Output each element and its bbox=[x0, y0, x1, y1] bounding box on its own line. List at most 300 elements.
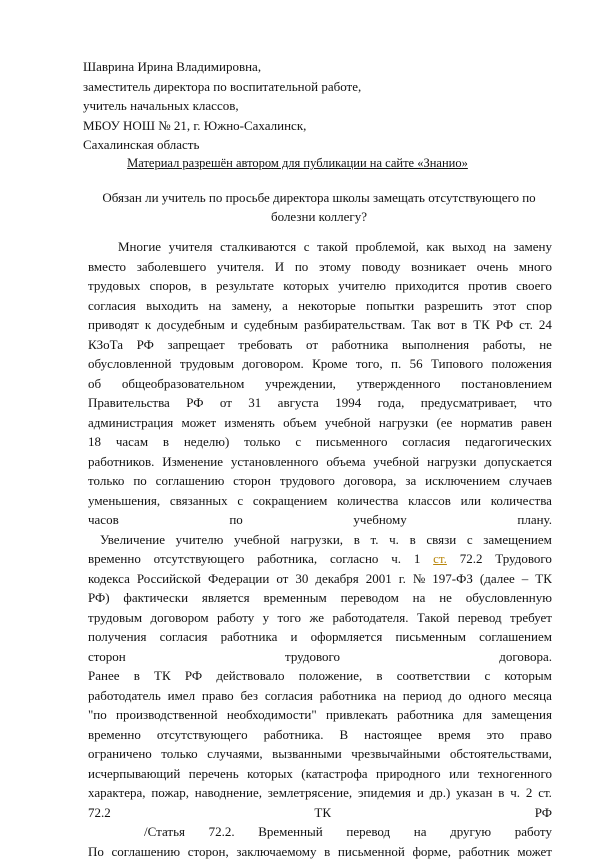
word: сторон bbox=[88, 647, 126, 667]
word: техногенного bbox=[478, 764, 552, 784]
word: эпидемия bbox=[358, 783, 411, 803]
word: в bbox=[354, 530, 360, 550]
word: Федерации bbox=[208, 569, 269, 589]
word: такой bbox=[317, 237, 348, 257]
body-line bbox=[88, 354, 552, 374]
word: РФ) bbox=[88, 588, 110, 608]
body-line bbox=[88, 627, 552, 647]
word: временно bbox=[88, 725, 141, 745]
word: а bbox=[282, 296, 288, 316]
word: и bbox=[290, 627, 297, 647]
body-line bbox=[88, 822, 552, 842]
word: за bbox=[405, 471, 416, 491]
word: в bbox=[498, 783, 504, 803]
word: на bbox=[413, 588, 426, 608]
word: проблемой, bbox=[355, 237, 418, 257]
body-line bbox=[88, 744, 552, 764]
word: равен bbox=[521, 413, 552, 433]
word: запрещает bbox=[167, 335, 224, 355]
word: замену, bbox=[232, 296, 272, 316]
word: согласно bbox=[330, 549, 378, 569]
word: нагрузки, bbox=[290, 530, 343, 550]
word: РФ bbox=[496, 315, 513, 335]
body-line bbox=[88, 257, 552, 277]
word: выполнения bbox=[402, 335, 469, 355]
word: ст. bbox=[538, 783, 552, 803]
word: спор bbox=[526, 296, 552, 316]
word: одного bbox=[469, 686, 507, 706]
word: объема bbox=[326, 452, 365, 472]
body-line bbox=[88, 842, 552, 861]
word: характера, bbox=[88, 783, 145, 803]
word: не bbox=[539, 335, 552, 355]
author-region: Сахалинская область bbox=[83, 135, 361, 155]
word: учебной bbox=[325, 413, 371, 433]
body-line bbox=[88, 647, 552, 667]
word: в bbox=[410, 530, 416, 550]
word: др.) bbox=[430, 783, 451, 803]
word: против bbox=[468, 276, 507, 296]
word: и bbox=[231, 315, 238, 335]
word: объем bbox=[283, 413, 317, 433]
word: на bbox=[383, 686, 396, 706]
word: нагрузки bbox=[379, 413, 428, 433]
word: месяца bbox=[513, 686, 552, 706]
word: – bbox=[522, 569, 529, 589]
word: много bbox=[519, 257, 552, 277]
word: классов bbox=[408, 491, 451, 511]
word: заключаемому bbox=[236, 842, 316, 861]
word: требовать bbox=[238, 335, 292, 355]
word: с bbox=[237, 491, 243, 511]
body-line bbox=[88, 764, 552, 784]
body-line bbox=[88, 491, 552, 511]
word: учителю bbox=[338, 276, 386, 296]
word: с bbox=[484, 666, 490, 686]
word: разбирательствам. bbox=[304, 315, 405, 335]
word: нагрузки bbox=[427, 452, 476, 472]
article-body bbox=[88, 237, 552, 861]
word: 2 bbox=[526, 783, 533, 803]
word: работника bbox=[332, 335, 389, 355]
word: неделю) bbox=[184, 432, 229, 452]
word: 197-ФЗ bbox=[432, 569, 473, 589]
word: /Статья bbox=[144, 822, 185, 842]
word: временным bbox=[263, 588, 326, 608]
word: этому bbox=[319, 257, 351, 277]
word: заболевшего bbox=[137, 257, 207, 277]
word: фактически bbox=[123, 588, 188, 608]
word: только bbox=[161, 744, 197, 764]
word: имел bbox=[168, 686, 195, 706]
word: временно bbox=[88, 549, 141, 569]
word: декабря bbox=[315, 569, 358, 589]
word: договора, bbox=[344, 471, 397, 491]
word: трудовых bbox=[88, 276, 140, 296]
word: вот bbox=[437, 315, 455, 335]
word: связи bbox=[426, 530, 456, 550]
word: учреждении, bbox=[265, 374, 336, 394]
word: И bbox=[275, 257, 284, 277]
word: года, bbox=[378, 393, 405, 413]
word: отсутствующего bbox=[154, 549, 245, 569]
body-line bbox=[88, 530, 552, 550]
word: действовало bbox=[216, 666, 284, 686]
word: производственной bbox=[116, 705, 218, 725]
word: работника, bbox=[257, 549, 317, 569]
word: трудового bbox=[280, 471, 335, 491]
word: письменной bbox=[338, 842, 405, 861]
body-line bbox=[88, 549, 552, 569]
word: утвержденного bbox=[357, 374, 441, 394]
word: Увеличение bbox=[100, 530, 165, 550]
word: работника bbox=[320, 686, 377, 706]
article-link[interactable]: ст. bbox=[433, 549, 447, 569]
word: выход bbox=[452, 237, 486, 257]
word: того bbox=[278, 608, 302, 628]
word: согласия bbox=[88, 296, 136, 316]
word: судебным bbox=[244, 315, 298, 335]
body-line bbox=[88, 588, 552, 608]
body-line bbox=[88, 237, 552, 257]
word: настоящее bbox=[364, 725, 422, 745]
word: результате bbox=[216, 276, 274, 296]
word: случаями, bbox=[207, 744, 262, 764]
word: возникает bbox=[411, 257, 466, 277]
word: в bbox=[134, 666, 140, 686]
word: ч. bbox=[389, 530, 399, 550]
word: соглашению bbox=[156, 471, 225, 491]
word: соглашением bbox=[479, 627, 552, 647]
word: пожар, bbox=[151, 783, 189, 803]
body-line bbox=[88, 413, 552, 433]
word: период bbox=[403, 686, 442, 706]
word: в bbox=[376, 666, 382, 686]
word: установленного bbox=[231, 452, 318, 472]
word: это bbox=[487, 725, 505, 745]
word: к bbox=[145, 315, 151, 335]
word: только bbox=[88, 471, 124, 491]
word: 30 bbox=[295, 569, 308, 589]
word: по bbox=[133, 471, 146, 491]
word: которым bbox=[504, 666, 551, 686]
word: переводом bbox=[341, 588, 399, 608]
word: от bbox=[276, 569, 288, 589]
word: своего bbox=[516, 276, 552, 296]
body-line bbox=[88, 393, 552, 413]
author-school: МБОУ НОШ № 21, г. Южно-Сахалинск, bbox=[83, 116, 361, 136]
word: согласия bbox=[160, 627, 208, 647]
word: обстоятельствами, bbox=[450, 744, 552, 764]
word: или bbox=[449, 764, 469, 784]
word: на bbox=[493, 237, 506, 257]
word: является bbox=[202, 588, 250, 608]
word: замену bbox=[514, 237, 552, 257]
word: учителю bbox=[176, 530, 224, 550]
word: договором bbox=[150, 608, 208, 628]
word: № bbox=[413, 569, 425, 589]
word: РФ bbox=[186, 393, 203, 413]
word: перечень bbox=[189, 764, 239, 784]
word: ст. bbox=[519, 315, 533, 335]
article-title bbox=[80, 188, 558, 226]
word: ч. bbox=[391, 549, 401, 569]
word: разрешить bbox=[424, 296, 482, 316]
word: Так bbox=[411, 315, 431, 335]
word: ТК bbox=[473, 315, 490, 335]
word: же bbox=[309, 608, 324, 628]
word: Российской bbox=[137, 569, 201, 589]
word: получения bbox=[88, 627, 146, 647]
word: этот bbox=[493, 296, 516, 316]
word: выходить bbox=[146, 296, 198, 316]
word: г. bbox=[399, 569, 406, 589]
word: сторон, bbox=[188, 842, 229, 861]
word: (ее bbox=[436, 413, 452, 433]
word: природного bbox=[376, 764, 441, 784]
word: Типового bbox=[431, 354, 483, 374]
word: чрезвычайными bbox=[351, 744, 440, 764]
article-title-line: болезни коллегу? bbox=[80, 207, 558, 226]
word: исключением bbox=[425, 471, 500, 491]
word: сторон bbox=[233, 471, 271, 491]
word: Кроме bbox=[312, 354, 347, 374]
word: очень bbox=[477, 257, 508, 277]
word: с bbox=[304, 237, 310, 257]
word: обусловленную bbox=[466, 588, 552, 608]
word: замещением bbox=[483, 530, 552, 550]
word: 72.2 bbox=[88, 803, 111, 823]
word: работник bbox=[459, 842, 510, 861]
word: работодателя. bbox=[332, 608, 408, 628]
word: в bbox=[324, 842, 330, 861]
word: указан bbox=[456, 783, 492, 803]
word: право bbox=[520, 725, 552, 745]
word: сокращением bbox=[253, 491, 328, 511]
word: что bbox=[533, 393, 552, 413]
word: 72.2 bbox=[460, 549, 483, 569]
word: По bbox=[88, 842, 104, 861]
word: может bbox=[182, 413, 217, 433]
word: работу bbox=[515, 822, 552, 842]
word: учителя. bbox=[217, 257, 264, 277]
word: до bbox=[449, 686, 462, 706]
word: предусматривает, bbox=[421, 393, 517, 413]
word: постановлением bbox=[461, 374, 552, 394]
word: согласия bbox=[265, 686, 313, 706]
word: часов bbox=[88, 510, 119, 530]
word: форме, bbox=[413, 842, 451, 861]
word: трудовым bbox=[180, 354, 234, 374]
word: согласия bbox=[402, 432, 450, 452]
word: некоторые bbox=[298, 296, 356, 316]
word: время bbox=[438, 725, 471, 745]
word: общеобразовательном bbox=[122, 374, 245, 394]
word: Изменение bbox=[162, 452, 223, 472]
word: в bbox=[461, 315, 467, 335]
word: на bbox=[414, 822, 427, 842]
word: работника bbox=[221, 627, 278, 647]
body-line bbox=[88, 510, 552, 530]
word: 72.2. bbox=[209, 822, 235, 842]
word: приходится bbox=[395, 276, 459, 296]
word: ТК bbox=[314, 803, 331, 823]
word: с bbox=[295, 432, 301, 452]
body-line bbox=[88, 608, 552, 628]
word: землетрясение, bbox=[268, 783, 352, 803]
word: право bbox=[202, 686, 234, 706]
author-position: заместитель директора по воспитательной работе, bbox=[83, 77, 361, 97]
word: количества bbox=[337, 491, 398, 511]
word: работников. bbox=[88, 452, 154, 472]
word: и bbox=[417, 783, 424, 803]
word: часам bbox=[116, 432, 148, 452]
word: августа bbox=[278, 393, 319, 413]
word: работника bbox=[397, 705, 454, 725]
body-line bbox=[88, 471, 552, 491]
word: или bbox=[461, 491, 481, 511]
word: 24 bbox=[539, 315, 552, 335]
word: привлекать bbox=[326, 705, 388, 725]
word: об bbox=[88, 374, 101, 394]
body-line bbox=[88, 315, 552, 335]
word: кодекса bbox=[88, 569, 130, 589]
word: учебному bbox=[353, 510, 406, 530]
word: с bbox=[467, 530, 473, 550]
word: "по bbox=[88, 705, 107, 725]
word: (катастрофа bbox=[301, 764, 367, 784]
word: в bbox=[163, 432, 169, 452]
word: попытки bbox=[366, 296, 414, 316]
word: требует bbox=[510, 608, 552, 628]
word: трудовым bbox=[88, 608, 142, 628]
word: необходимости" bbox=[227, 705, 317, 725]
word: педагогических bbox=[465, 432, 552, 452]
word: для bbox=[463, 705, 482, 725]
word: плану. bbox=[517, 510, 552, 530]
word: соответствии bbox=[397, 666, 470, 686]
word: учебной bbox=[234, 530, 280, 550]
word: положение, bbox=[299, 666, 362, 686]
word: исчерпывающий bbox=[88, 764, 180, 784]
word: договором. bbox=[242, 354, 303, 374]
word: п. bbox=[391, 354, 401, 374]
word: не bbox=[439, 588, 452, 608]
word: администрация bbox=[88, 413, 173, 433]
word: Трудового bbox=[495, 549, 552, 569]
author-block bbox=[83, 57, 361, 155]
word: сталкиваются bbox=[220, 237, 296, 257]
body-line bbox=[88, 452, 552, 472]
word: вызванными bbox=[272, 744, 342, 764]
word: 1 bbox=[414, 549, 421, 569]
body-line bbox=[88, 666, 552, 686]
word: допускается bbox=[484, 452, 552, 472]
word: 1994 bbox=[335, 393, 361, 413]
author-name: Шаврина Ирина Владимировна, bbox=[83, 57, 361, 77]
word: которых bbox=[247, 764, 293, 784]
article-title-line: Обязан ли учитель по просьбе директора школы замещать отсутствующего по bbox=[80, 188, 558, 207]
word: обусловленной bbox=[88, 354, 171, 374]
word: приводят bbox=[88, 315, 139, 335]
word: по bbox=[295, 257, 308, 277]
word: замещения bbox=[491, 705, 552, 725]
word: по bbox=[229, 510, 242, 530]
word: КЗоТа bbox=[88, 335, 123, 355]
word: 56 bbox=[410, 354, 423, 374]
word: без bbox=[241, 686, 259, 706]
word: случаев bbox=[509, 471, 552, 491]
word: изменять bbox=[224, 413, 274, 433]
word: количества bbox=[491, 491, 552, 511]
word: учителя bbox=[169, 237, 213, 257]
word: ТК bbox=[535, 569, 552, 589]
word: В bbox=[340, 725, 349, 745]
body-line bbox=[88, 725, 552, 745]
publication-permission: Материал разрешён автором для публикации на сайте «Знанио» bbox=[0, 156, 595, 171]
word: ограничено bbox=[88, 744, 152, 764]
body-line bbox=[88, 803, 552, 823]
body-line bbox=[88, 705, 552, 725]
body-line bbox=[88, 374, 552, 394]
word: работу bbox=[217, 608, 254, 628]
word: 18 bbox=[88, 432, 101, 452]
word: ч. bbox=[510, 783, 520, 803]
word: поводу bbox=[362, 257, 401, 277]
word: от bbox=[306, 335, 318, 355]
word: работника. bbox=[264, 725, 324, 745]
word: досудебным bbox=[157, 315, 225, 335]
word: только bbox=[244, 432, 280, 452]
body-line bbox=[88, 335, 552, 355]
word: перевод bbox=[458, 608, 502, 628]
word: норматив bbox=[461, 413, 513, 433]
word: учебной bbox=[373, 452, 419, 472]
word: связанных bbox=[170, 491, 228, 511]
word: работодатель bbox=[88, 686, 161, 706]
word: 31 bbox=[248, 393, 261, 413]
body-line bbox=[88, 276, 552, 296]
body-line bbox=[88, 432, 552, 452]
word: РФ bbox=[137, 335, 154, 355]
word: РФ bbox=[185, 666, 202, 686]
word: письменного bbox=[316, 432, 388, 452]
word: 2001 bbox=[366, 569, 392, 589]
word: перевод bbox=[346, 822, 390, 842]
word: как bbox=[426, 237, 444, 257]
word: может bbox=[517, 842, 552, 861]
word: уменьшения, bbox=[88, 491, 160, 511]
word: письменным bbox=[395, 627, 465, 647]
word: на bbox=[209, 296, 222, 316]
word: работы, bbox=[483, 335, 526, 355]
word: споров, bbox=[150, 276, 192, 296]
word: РФ bbox=[535, 803, 552, 823]
word: оформляется bbox=[311, 627, 383, 647]
word: Многие bbox=[118, 237, 161, 257]
body-line bbox=[88, 686, 552, 706]
body-line bbox=[88, 569, 552, 589]
word: Такой bbox=[417, 608, 450, 628]
word: договора. bbox=[499, 647, 552, 667]
body-line bbox=[88, 783, 552, 803]
body-line bbox=[88, 296, 552, 316]
word: Правительства bbox=[88, 393, 170, 413]
word: Временный bbox=[258, 822, 323, 842]
word: у bbox=[263, 608, 270, 628]
word: от bbox=[220, 393, 232, 413]
word: соглашению bbox=[112, 842, 181, 861]
